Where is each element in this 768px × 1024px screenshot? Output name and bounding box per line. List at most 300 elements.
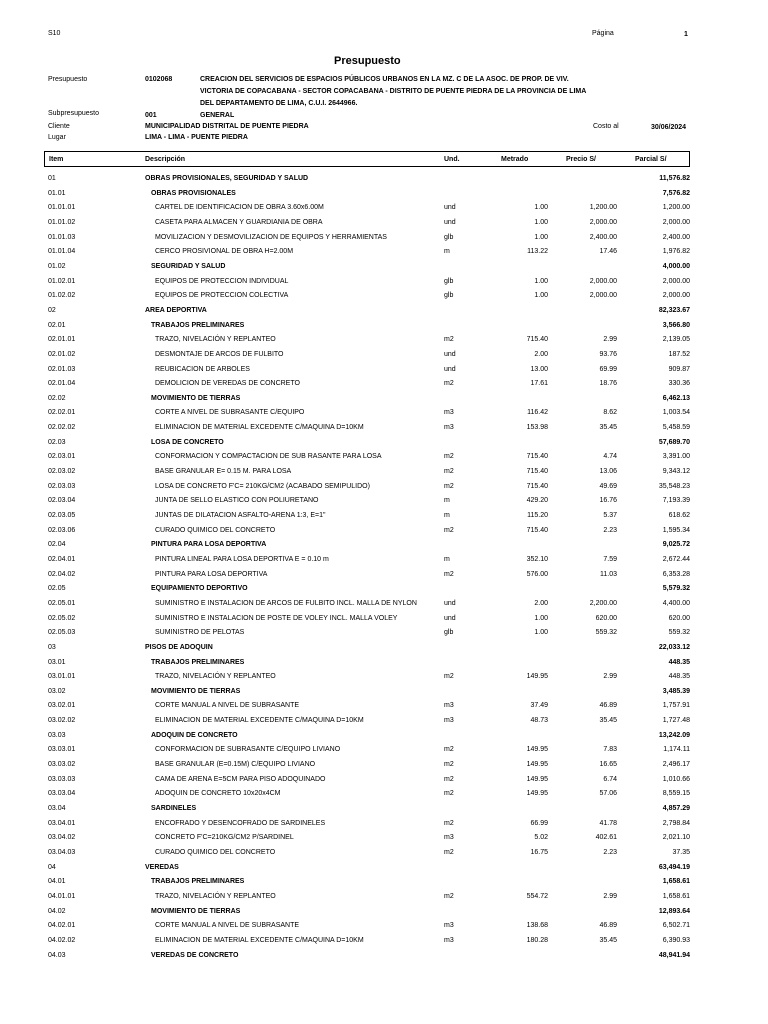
column-header-descripcion: Descripción bbox=[145, 156, 186, 163]
row-item-code: 04.01 bbox=[48, 878, 66, 886]
row-unit: m2 bbox=[444, 453, 454, 461]
row-description: OBRAS PROVISIONALES bbox=[151, 189, 236, 197]
row-description: CORTE MANUAL A NIVEL DE SUBRASANTE bbox=[155, 702, 300, 710]
table-row bbox=[0, 204, 768, 218]
row-item-code: 03.04.03 bbox=[48, 848, 76, 856]
row-item-code: 03.03.03 bbox=[48, 775, 76, 783]
row-metrado: 113.22 bbox=[527, 248, 548, 256]
row-description: PINTURA PARA LOSA DEPORTIVA bbox=[151, 541, 267, 549]
row-item-code: 02.04 bbox=[48, 541, 66, 549]
row-metrado: 115.20 bbox=[527, 511, 548, 519]
column-header-metrado: Metrado bbox=[501, 156, 529, 163]
row-item-code: 01.01.01 bbox=[48, 204, 76, 212]
row-description: TRAZO, NIVELACIÓN Y REPLANTEO bbox=[155, 892, 276, 900]
row-precio: 4.74 bbox=[603, 453, 617, 461]
row-item-code: 02 bbox=[48, 306, 56, 314]
table-row bbox=[0, 659, 768, 673]
row-unit: m2 bbox=[444, 775, 454, 783]
row-parcial: 2,672.44 bbox=[662, 555, 690, 563]
row-metrado: 149.95 bbox=[526, 673, 548, 681]
table-row bbox=[0, 717, 768, 731]
row-metrado: 180.28 bbox=[526, 936, 548, 944]
row-parcial: 3,566.80 bbox=[662, 321, 690, 329]
row-unit: und bbox=[444, 365, 456, 373]
row-unit: m2 bbox=[444, 570, 454, 578]
row-unit: m3 bbox=[444, 424, 454, 432]
row-parcial: 1,658.61 bbox=[662, 892, 690, 900]
row-description: CARTEL DE IDENTIFICACION DE OBRA 3.60x6.00M bbox=[155, 204, 324, 212]
row-item-code: 03.03.02 bbox=[48, 761, 76, 768]
row-unit: m3 bbox=[444, 834, 454, 842]
row-description: CAMA DE ARENA E=5CM PARA PISO ADOQUINADO bbox=[155, 775, 326, 783]
row-unit: m2 bbox=[444, 336, 454, 344]
row-description: CERCO PROSIVIONAL DE OBRA H=2.00M bbox=[155, 248, 294, 256]
row-item-code: 02.03.05 bbox=[48, 511, 76, 519]
row-description: ENCOFRADO Y DESENCOFRADO DE SARDINELES bbox=[155, 819, 326, 827]
row-item-code: 03.04.01 bbox=[48, 819, 76, 827]
row-description: CASETA PARA ALMACEN Y GUARDIANIA DE OBRA bbox=[155, 218, 323, 226]
row-parcial: 187.52 bbox=[668, 350, 690, 358]
row-item-code: 02.02 bbox=[48, 394, 66, 402]
row-precio: 16.76 bbox=[599, 497, 617, 505]
row-item-code: 04 bbox=[48, 863, 56, 871]
row-unit: glb bbox=[444, 277, 454, 285]
table-row bbox=[0, 219, 768, 233]
table-row bbox=[0, 761, 768, 775]
table-row bbox=[0, 893, 768, 907]
subpresupuesto-name: GENERAL bbox=[200, 112, 235, 119]
row-description: JUNTAS DE DILATACION ASFALTO-ARENA 1:3, E=1" bbox=[155, 511, 326, 519]
row-parcial: 63,494.19 bbox=[658, 863, 690, 871]
row-description: EQUIPAMIENTO DEPORTIVO bbox=[151, 585, 248, 593]
row-metrado: 48.73 bbox=[530, 717, 548, 725]
row-parcial: 1,003.54 bbox=[662, 409, 690, 417]
row-item-code: 03.01 bbox=[48, 658, 66, 666]
row-description: CONCRETO F'C=210KG/CM2 P/SARDINEL bbox=[155, 834, 294, 842]
row-metrado: 715.40 bbox=[526, 468, 548, 475]
row-precio: 18.76 bbox=[599, 380, 617, 388]
row-parcial: 1,757.91 bbox=[662, 702, 690, 710]
row-description: PISOS DE ADOQUIN bbox=[145, 643, 213, 651]
table-row bbox=[0, 351, 768, 365]
row-unit: m2 bbox=[444, 892, 454, 900]
row-parcial: 2,000.00 bbox=[662, 218, 690, 226]
row-description: MOVILIZACION Y DESMOVILIZACION DE EQUIPOS Y HERRAMIENTAS bbox=[155, 233, 387, 241]
row-unit: m2 bbox=[444, 761, 454, 768]
row-unit: m3 bbox=[444, 936, 454, 944]
row-precio: 7.59 bbox=[603, 555, 617, 563]
subpresupuesto-label: Subpresupuesto bbox=[48, 110, 99, 117]
row-item-code: 03.02 bbox=[48, 687, 66, 695]
row-description: PINTURA LINEAL PARA LOSA DEPORTIVA E = 0.10 m bbox=[155, 555, 329, 563]
row-precio: 2,000.00 bbox=[589, 218, 617, 226]
row-parcial: 82,323.67 bbox=[658, 306, 690, 314]
row-description: SUMINISTRO E INSTALACION DE POSTE DE VOLEY INCL. MALLA VOLEY bbox=[155, 614, 398, 622]
row-item-code: 01.02.02 bbox=[48, 292, 76, 300]
row-precio: 2.99 bbox=[603, 336, 617, 344]
table-row bbox=[0, 688, 768, 702]
row-metrado: 1.00 bbox=[534, 218, 548, 226]
row-item-code: 01.01.04 bbox=[48, 248, 76, 256]
column-header-und: Und. bbox=[444, 156, 460, 163]
table-row bbox=[0, 322, 768, 336]
row-description: TRABAJOS PRELIMINARES bbox=[151, 878, 245, 886]
row-item-code: 02.01.02 bbox=[48, 350, 76, 358]
table-row bbox=[0, 702, 768, 716]
row-precio: 13.06 bbox=[599, 468, 617, 475]
row-item-code: 02.03 bbox=[48, 438, 66, 446]
row-description: MOVIMIENTO DE TIERRAS bbox=[151, 907, 241, 915]
row-item-code: 02.03.04 bbox=[48, 497, 76, 505]
row-parcial: 2,000.00 bbox=[662, 277, 690, 285]
row-parcial: 6,462.13 bbox=[662, 394, 690, 402]
row-unit: m bbox=[444, 497, 450, 505]
row-precio: 2,400.00 bbox=[589, 233, 617, 241]
table-row bbox=[0, 571, 768, 585]
row-description: EQUIPOS DE PROTECCION INDIVIDUAL bbox=[155, 277, 289, 285]
row-item-code: 02.01.01 bbox=[48, 336, 76, 344]
row-description: TRABAJOS PRELIMINARES bbox=[151, 321, 245, 329]
row-precio: 46.89 bbox=[599, 702, 617, 710]
row-parcial: 559.32 bbox=[668, 629, 690, 637]
row-description: TRAZO, NIVELACIÓN Y REPLANTEO bbox=[155, 336, 276, 344]
row-precio: 8.62 bbox=[603, 409, 617, 417]
row-metrado: 576.00 bbox=[526, 570, 548, 578]
row-item-code: 03.02.02 bbox=[48, 717, 76, 725]
row-precio: 46.89 bbox=[599, 922, 617, 930]
row-parcial: 909.87 bbox=[668, 365, 690, 373]
subpresupuesto-code: 001 bbox=[145, 112, 157, 119]
row-parcial: 13,242.09 bbox=[658, 731, 690, 739]
row-item-code: 01 bbox=[48, 175, 56, 182]
lugar-label: Lugar bbox=[48, 134, 66, 141]
row-parcial: 3,391.00 bbox=[662, 453, 690, 461]
row-item-code: 02.03.01 bbox=[48, 453, 76, 461]
row-unit: und bbox=[444, 218, 456, 226]
row-parcial: 1,174.11 bbox=[663, 746, 690, 754]
table-row bbox=[0, 585, 768, 599]
row-item-code: 02.01.03 bbox=[48, 365, 76, 373]
row-metrado: 153.98 bbox=[526, 424, 548, 432]
row-parcial: 1,010.66 bbox=[662, 775, 690, 783]
table-row bbox=[0, 439, 768, 453]
row-item-code: 03.03.04 bbox=[48, 790, 76, 798]
row-parcial: 6,502.71 bbox=[662, 922, 690, 930]
table-row bbox=[0, 776, 768, 790]
row-description: ELIMINACION DE MATERIAL EXCEDENTE C/MAQUINA D=10KM bbox=[155, 936, 364, 944]
row-description: SUMINISTRO DE PELOTAS bbox=[155, 629, 245, 637]
row-description: SUMINISTRO E INSTALACION DE ARCOS DE FULBITO INCL. MALLA DE NYLON bbox=[155, 599, 417, 607]
row-item-code: 01.01.02 bbox=[48, 218, 76, 226]
row-precio: 2,000.00 bbox=[589, 292, 617, 300]
row-metrado: 715.40 bbox=[526, 453, 548, 461]
row-precio: 16.65 bbox=[599, 761, 617, 768]
table-row bbox=[0, 834, 768, 848]
row-precio: 559.32 bbox=[595, 629, 617, 637]
row-item-code: 01.01 bbox=[48, 189, 66, 197]
row-parcial: 1,658.61 bbox=[662, 878, 690, 886]
row-parcial: 22,033.12 bbox=[658, 643, 690, 651]
row-item-code: 01.02 bbox=[48, 262, 66, 270]
row-item-code: 02.05 bbox=[48, 585, 66, 593]
row-precio: 2.23 bbox=[603, 526, 617, 534]
costo-date: 30/06/2024 bbox=[651, 124, 687, 131]
table-row bbox=[0, 849, 768, 863]
row-unit: m2 bbox=[444, 526, 454, 534]
row-parcial: 1,727.48 bbox=[662, 717, 690, 725]
table-row bbox=[0, 190, 768, 204]
table-row bbox=[0, 527, 768, 541]
row-item-code: 02.05.03 bbox=[48, 629, 76, 637]
row-item-code: 01.02.01 bbox=[48, 277, 76, 285]
row-metrado: 1.00 bbox=[534, 204, 548, 212]
table-row bbox=[0, 746, 768, 760]
lugar-value: LIMA - LIMA - PUENTE PIEDRA bbox=[145, 134, 248, 141]
row-parcial: 4,857.29 bbox=[662, 805, 690, 812]
row-description: MOVIMIENTO DE TIERRAS bbox=[151, 394, 241, 402]
row-metrado: 1.00 bbox=[534, 233, 548, 241]
row-item-code: 02.01 bbox=[48, 321, 66, 329]
row-precio: 7.83 bbox=[603, 746, 617, 754]
row-unit: m2 bbox=[444, 482, 454, 490]
row-precio: 620.00 bbox=[595, 614, 617, 622]
row-precio: 35.45 bbox=[599, 936, 617, 944]
row-unit: glb bbox=[444, 233, 454, 241]
row-description: DESMONTAJE DE ARCOS DE FULBITO bbox=[155, 350, 284, 358]
row-description: CORTE MANUAL A NIVEL DE SUBRASANTE bbox=[155, 922, 300, 930]
row-metrado: 1.00 bbox=[534, 277, 548, 285]
row-parcial: 8,559.15 bbox=[662, 790, 690, 798]
row-metrado: 66.99 bbox=[530, 819, 548, 827]
table-row bbox=[0, 864, 768, 878]
row-metrado: 429.20 bbox=[526, 497, 548, 505]
table-row bbox=[0, 497, 768, 511]
row-precio: 11.03 bbox=[600, 570, 617, 578]
row-metrado: 16.75 bbox=[530, 848, 548, 856]
row-parcial: 2,000.00 bbox=[662, 292, 690, 300]
row-item-code: 04.02 bbox=[48, 907, 66, 915]
row-metrado: 2.00 bbox=[534, 350, 548, 358]
row-item-code: 02.02.01 bbox=[48, 409, 76, 417]
row-item-code: 02.03.03 bbox=[48, 482, 76, 490]
row-description: ELIMINACION DE MATERIAL EXCEDENTE C/MAQUINA D=10KM bbox=[155, 717, 364, 725]
table-row bbox=[0, 805, 768, 819]
row-unit: m bbox=[444, 555, 450, 563]
table-row bbox=[0, 234, 768, 248]
row-description: CURADO QUIMICO DEL CONCRETO bbox=[155, 848, 276, 856]
presupuesto-desc-line-2: VICTORIA DE COPACABANA - SECTOR COPACABANA - DISTRITO DE PUENTE PIEDRA DE LA PROVINCIA DE LIMA bbox=[200, 88, 587, 95]
row-description: LOSA DE CONCRETO F'C= 210KG/CM2 (ACABADO SEMIPULIDO) bbox=[155, 482, 370, 490]
row-unit: m3 bbox=[444, 702, 454, 710]
row-precio: 5.37 bbox=[603, 511, 617, 519]
table-row bbox=[0, 453, 768, 467]
row-item-code: 03.03.01 bbox=[48, 746, 76, 754]
row-parcial: 1,595.34 bbox=[662, 526, 690, 534]
row-parcial: 4,400.00 bbox=[662, 599, 690, 607]
table-row bbox=[0, 307, 768, 321]
row-parcial: 11,576.82 bbox=[659, 175, 690, 182]
row-parcial: 1,200.00 bbox=[662, 204, 690, 212]
row-metrado: 1.00 bbox=[534, 292, 548, 300]
row-metrado: 715.40 bbox=[526, 482, 548, 490]
row-item-code: 02.02.02 bbox=[48, 424, 76, 432]
row-parcial: 7,576.82 bbox=[662, 189, 690, 197]
row-unit: glb bbox=[444, 629, 454, 637]
row-parcial: 448.35 bbox=[668, 658, 690, 666]
row-precio: 2.99 bbox=[603, 892, 617, 900]
row-description: ADOQUIN DE CONCRETO bbox=[151, 731, 238, 739]
row-parcial: 448.35 bbox=[668, 673, 690, 681]
row-description: AREA DEPORTIVA bbox=[145, 306, 207, 314]
row-item-code: 03.03 bbox=[48, 731, 66, 739]
row-item-code: 03.04.02 bbox=[48, 834, 76, 842]
row-item-code: 02.03.02 bbox=[48, 468, 76, 475]
row-item-code: 03.02.01 bbox=[48, 702, 76, 710]
row-unit: und bbox=[444, 350, 456, 358]
row-description: VEREDAS DE CONCRETO bbox=[151, 951, 239, 959]
row-description: ELIMINACION DE MATERIAL EXCEDENTE C/MAQUINA D=10KM bbox=[155, 424, 364, 432]
row-item-code: 02.04.02 bbox=[48, 570, 76, 578]
row-parcial: 12,893.64 bbox=[658, 907, 690, 915]
row-unit: und bbox=[444, 614, 456, 622]
row-description: TRABAJOS PRELIMINARES bbox=[151, 658, 245, 666]
row-precio: 35.45 bbox=[599, 717, 617, 725]
costo-label: Costo al bbox=[593, 123, 619, 130]
row-metrado: 37.49 bbox=[530, 702, 548, 710]
table-row bbox=[0, 175, 768, 189]
row-metrado: 149.95 bbox=[526, 775, 548, 783]
row-metrado: 1.00 bbox=[534, 614, 548, 622]
row-description: SARDINELES bbox=[151, 805, 197, 812]
row-description: DEMOLICION DE VEREDAS DE CONCRETO bbox=[155, 380, 300, 388]
row-precio: 41.78 bbox=[599, 819, 617, 827]
table-row bbox=[0, 512, 768, 526]
row-metrado: 149.95 bbox=[526, 761, 548, 768]
page-title: Presupuesto bbox=[334, 55, 401, 67]
row-precio: 2,200.00 bbox=[589, 599, 617, 607]
table-row bbox=[0, 790, 768, 804]
row-parcial: 3,485.39 bbox=[662, 687, 690, 695]
row-parcial: 48,941.94 bbox=[658, 951, 690, 959]
row-description: CONFORMACION Y COMPACTACION DE SUB RASANTE PARA LOSA bbox=[155, 453, 382, 461]
table-row bbox=[0, 556, 768, 570]
row-metrado: 116.42 bbox=[527, 409, 548, 417]
row-item-code: 04.03 bbox=[48, 951, 66, 959]
table-row bbox=[0, 541, 768, 555]
row-unit: m3 bbox=[444, 717, 454, 725]
row-parcial: 57,689.70 bbox=[658, 438, 690, 446]
row-metrado: 149.95 bbox=[526, 790, 548, 798]
row-parcial: 2,021.10 bbox=[662, 834, 690, 842]
row-parcial: 618.62 bbox=[668, 511, 690, 519]
row-unit: m bbox=[444, 511, 450, 519]
row-description: PINTURA PARA LOSA DEPORTIVA bbox=[155, 570, 268, 578]
row-precio: 35.45 bbox=[599, 424, 617, 432]
row-item-code: 02.01.04 bbox=[48, 380, 76, 388]
cliente-label: Cliente bbox=[48, 123, 70, 130]
presupuesto-code: 0102068 bbox=[145, 76, 173, 83]
row-description: TRAZO, NIVELACIÓN Y REPLANTEO bbox=[155, 673, 276, 681]
row-metrado: 1.00 bbox=[534, 629, 548, 637]
column-header-precio: Precio S/ bbox=[566, 156, 596, 163]
row-description: SEGURIDAD Y SALUD bbox=[151, 262, 226, 270]
row-item-code: 02.04.01 bbox=[48, 555, 76, 563]
row-unit: glb bbox=[444, 292, 454, 300]
table-row bbox=[0, 278, 768, 292]
table-row bbox=[0, 336, 768, 350]
table-row bbox=[0, 908, 768, 922]
row-unit: m3 bbox=[444, 922, 454, 930]
row-description: OBRAS PROVISIONALES, SEGURIDAD Y SALUD bbox=[145, 175, 309, 182]
row-metrado: 2.00 bbox=[534, 599, 548, 607]
row-parcial: 5,458.59 bbox=[662, 424, 690, 432]
row-parcial: 620.00 bbox=[668, 614, 690, 622]
row-item-code: 02.05.01 bbox=[48, 599, 76, 607]
row-parcial: 9,343.12 bbox=[662, 468, 690, 475]
table-row bbox=[0, 409, 768, 423]
row-item-code: 03.01.01 bbox=[48, 673, 76, 681]
row-unit: m2 bbox=[444, 790, 454, 798]
report-code: S10 bbox=[48, 30, 61, 37]
table-row bbox=[0, 468, 768, 482]
table-row bbox=[0, 366, 768, 380]
row-description: BASE GRANULAR E= 0.15 M. PARA LOSA bbox=[155, 468, 292, 475]
row-item-code: 02.05.02 bbox=[48, 614, 76, 622]
table-row bbox=[0, 483, 768, 497]
row-precio: 2,000.00 bbox=[589, 277, 617, 285]
row-description: MOVIMIENTO DE TIERRAS bbox=[151, 687, 241, 695]
table-row bbox=[0, 937, 768, 951]
row-precio: 69.99 bbox=[599, 365, 617, 373]
row-parcial: 2,139.05 bbox=[662, 336, 690, 344]
row-item-code: 01.01.03 bbox=[48, 233, 76, 241]
row-parcial: 5,579.32 bbox=[662, 585, 690, 593]
row-precio: 2.99 bbox=[603, 673, 617, 681]
row-unit: m2 bbox=[444, 468, 454, 475]
row-description: LOSA DE CONCRETO bbox=[151, 438, 224, 446]
table-row bbox=[0, 395, 768, 409]
row-precio: 93.76 bbox=[599, 350, 617, 358]
table-row bbox=[0, 952, 768, 966]
row-precio: 49.69 bbox=[599, 482, 617, 490]
row-precio: 6.74 bbox=[603, 775, 617, 783]
row-unit: und bbox=[444, 204, 456, 212]
row-unit: m2 bbox=[444, 746, 454, 754]
table-row bbox=[0, 600, 768, 614]
row-metrado: 17.61 bbox=[530, 380, 548, 388]
column-header-parcial: Parcial S/ bbox=[635, 156, 667, 163]
row-unit: m2 bbox=[444, 848, 454, 856]
row-unit: m2 bbox=[444, 819, 454, 827]
row-parcial: 2,798.84 bbox=[662, 819, 690, 827]
row-precio: 17.46 bbox=[599, 248, 617, 256]
presupuesto-desc-line-1: CREACION DEL SERVICIOS DE ESPACIOS PÚBLICOS URBANOS EN LA MZ. C DE LA ASOC. DE PROP. DE VIV. bbox=[200, 76, 569, 83]
row-description: ADOQUIN DE CONCRETO 10x20x4CM bbox=[155, 790, 281, 798]
table-row bbox=[0, 380, 768, 394]
row-parcial: 6,390.93 bbox=[662, 936, 690, 944]
row-description: CORTE A NIVEL DE SUBRASANTE C/EQUIPO bbox=[155, 409, 305, 417]
row-description: REUBICACION DE ARBOLES bbox=[155, 365, 250, 373]
row-unit: m3 bbox=[444, 409, 454, 417]
row-parcial: 7,193.39 bbox=[662, 497, 690, 505]
row-unit: m2 bbox=[444, 380, 454, 388]
row-metrado: 554.72 bbox=[526, 892, 548, 900]
table-row bbox=[0, 263, 768, 277]
row-description: CURADO QUIMICO DEL CONCRETO bbox=[155, 526, 276, 534]
row-description: BASE GRANULAR (E=0.15M) C/EQUIPO LIVIANO bbox=[155, 761, 316, 768]
row-metrado: 715.40 bbox=[526, 526, 548, 534]
table-row bbox=[0, 629, 768, 643]
